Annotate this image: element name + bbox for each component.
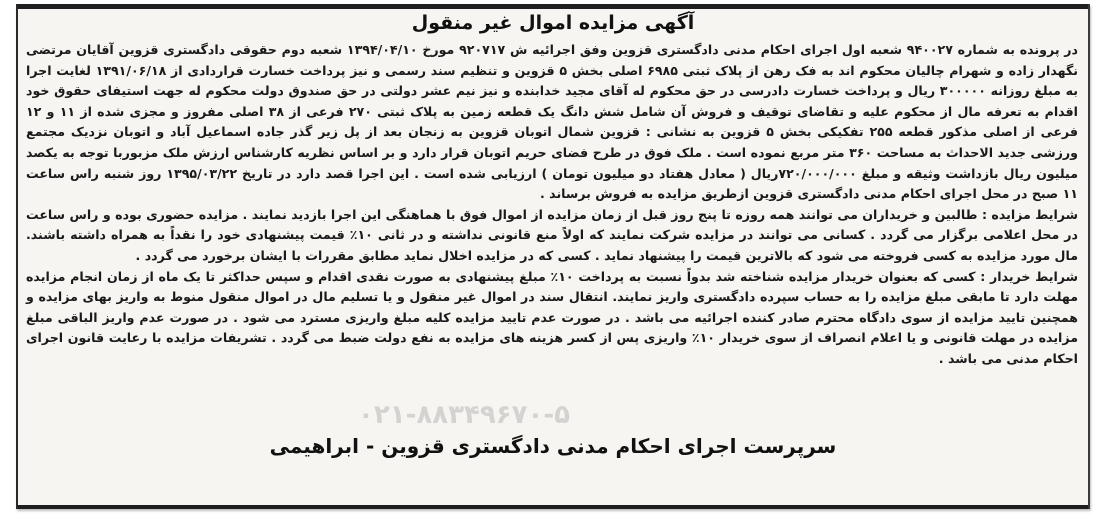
notice-body (26, 40, 1078, 370)
notice-paragraph-buyer-terms: شرایط خریدار : کسی که بعنوان خریدار مزایده شناخته شد بدواً نسبت به پرداخت ۱۰٪ مبلغ پیشنهادی به صورت نقدی اقدام و سپس حداکثر تا یک ماه از زمان انجام مزایده مهلت دارد تا مابقی مبلغ مزایده را به حساب سپرده دادگستری واریز نمایند. انتقال سند در اموال غیر منقول و یا تسلیم مال در اموال منقول منوط به واریز بهای مزایده و همچنین تایید مزایده از سوی دادگاه محترم صادر کننده اجرائیه می باشد . در صورت عدم تایید مزایده کلیه مبلغ واریزی مسترد می شود . در صورت عدم واریز الباقی مبلغ مزایده در مهلت قانونی و یا اعلام انصراف از سوی خریدار ۱۰٪ واریزی پس از کسر هزینه های مزایده به نفع دولت ضبط می گردد . تشریفات مزایده با رعایت قانون اجرای احکام مدنی می باشد . (26, 268, 1078, 366)
notice-paragraph-auction-terms: شرایط مزایده : طالبین و خریداران می توانند همه روزه تا پنج روز قبل از زمان مزایده از اموال فوق با هماهنگی این اجرا بازدید نمایند . مزایده حضوری بوده و راس ساعت در محل اعلامی برگزار می گردد . کسانی می توانند در مزایده شرکت نمایند که اولاً منع قانونی نداشته و در ثانی ۱۰٪ قیمت پیشنهادی خود را نقداً به همراه داشته باشند. مال مورد مزایده به کسی فروخته می شود که بالاترین قیمت را پیشنهاد نماید . کسی که در مزایده اخلال نماید مطابق مقررات با ایشان برخورد می گردد . (26, 206, 1078, 263)
notice-paragraph-case: در پرونده به شماره ۹۴۰۰۲۷ شعبه اول اجرای احکام مدنی دادگستری قزوین وفق اجرائیه ش ۹۲۰۷۱۷ مورخ ۱۳۹۴/۰۴/۱۰ شعبه دوم حقوقی دادگستری قزوین آقایان مرتضی نگهدار زاده و شهرام چالیان محکوم اند به فک رهن از پلاک ثبتی ۶۹۸۵ اصلی بخش ۵ قزوین و تنظیم سند رسمی و نیز پرداخت خسارت قراردادی از ۱۳۹۱/۰۶/۱۸ لغایت اجرا به مبلغ روزانه ۳۰۰۰۰۰ ریال و پرداخت خسارت دادرسی در حق محکوم له آقای مجید خدابنده و نیز نیم عشر دولتی در حق صندوق دولت محکوم له جهت استیفای حقوق خود اقدام به تعرفه مال از محکوم علیه و تقاضای توقیف و فروش آن شامل شش دانگ یک قطعه زمین به پلاک ثبتی ۲۷۰ فرعی از ۳۸ اصلی مفروز و مجزی شده از ۱۱ و ۱۲ فرعی از اصلی مذکور قطعه ۲۵۵ تفکیکی بخش ۵ قزوین به نشانی : قزوین شمال اتوبان قزوین به زنجان بعد از پل زیر گذر جاده اسماعیل آباد و اتوبان نزدیک مجتمع ورزشی جدید الاحداث به مساحت ۳۶۰ متر مربع نموده است . ملک فوق در طرح فضای حریم اتوبان قرار دارد و بر اساس نظریه کارشناس ارزش ملک مزبوربا توجه به یکصد میلیون ریال بازداشت وثیقه و مبلغ ۷۲۰/۰۰۰/۰۰۰ریال ( معادل هفتاد دو میلیون تومان ) ارزیابی شده است . این اجرا قصد دارد در تاریخ ۱۳۹۵/۰۳/۲۲ روز شنبه راس ساعت ۱۱ صبح در محل اجرای احکام مدنی دادگستری قزوین ازطریق مزایده به فروش برساند . (26, 42, 1079, 202)
notice-clipping (16, 4, 1090, 509)
top-border-rule (18, 4, 1088, 9)
notice-title: آگهی مزایده اموال غیر منقول (411, 12, 695, 34)
bottom-border-rule (18, 505, 1088, 509)
phone-watermark: ۰۲۱-۸۸۳۴۹۶۷۰-۵ (358, 400, 571, 430)
notice-signature: سرپرست اجرای احکام مدنی دادگستری قزوین - ابراهیمی (269, 434, 837, 458)
